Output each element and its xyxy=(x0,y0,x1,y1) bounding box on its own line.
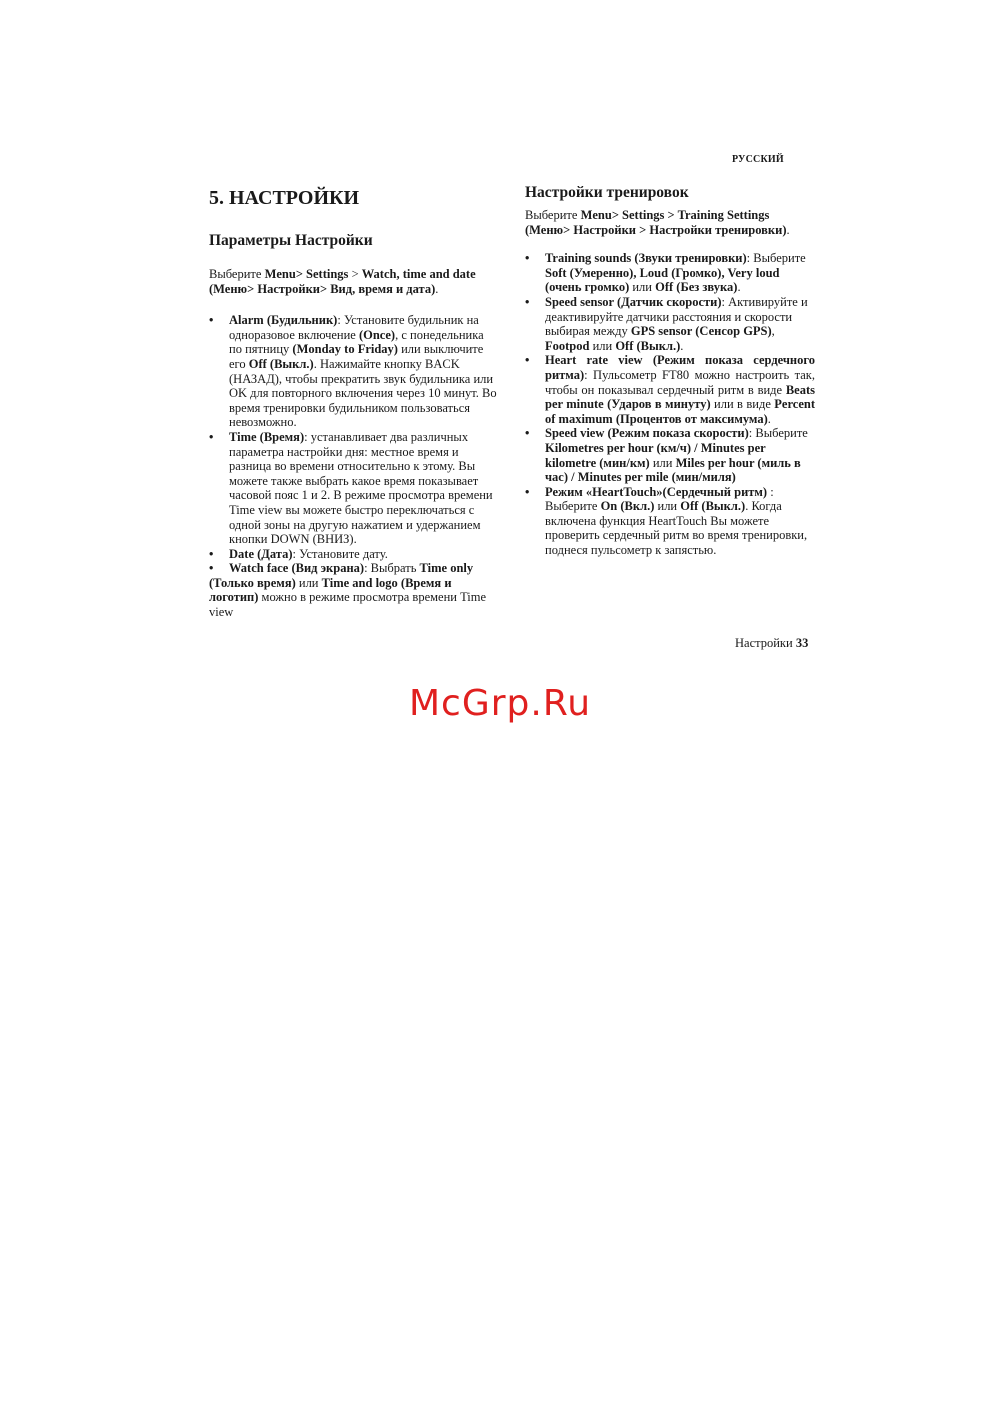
section-title-general: Параметры Настройки xyxy=(209,232,373,249)
list-item-date: • Date (Дата): Установите дату. xyxy=(209,546,388,561)
chapter-title: 5. НАСТРОЙКИ xyxy=(209,187,360,209)
bullet-icon: • xyxy=(209,546,214,561)
general-settings-list xyxy=(209,313,499,619)
section-title-training: Настройки тренировок xyxy=(525,184,689,201)
footer-section-label: Настройки xyxy=(735,636,796,650)
page-number: 33 xyxy=(795,636,809,650)
training-settings-list xyxy=(525,251,815,557)
intro-general: Выберите Menu> Settings > Watch, time and date (Меню> Настройки> Вид, время и дата). xyxy=(209,267,476,296)
intro-training: Выберите Menu> Settings > Training Settings (Меню> Настройки > Настройки тренировки). xyxy=(525,208,790,237)
bullet-icon: • xyxy=(209,429,214,444)
language-label: РУССКИЙ xyxy=(732,154,784,165)
list-item-time: • Time (Время): устанавливает два различных параметра настройки дня: местное время и разница во времени относительно к этому. Вы можете также выбрать какое время показывает часовой пояс 1 и 2. В режиме просмотра времени Time view вы можете быстро переключаться с одной зоны на другую нажатием и удержанием кнопки DOWN (ВНИЗ). xyxy=(209,429,493,547)
bullet-icon: • xyxy=(525,353,530,368)
right-column xyxy=(525,184,815,558)
list-item-hearttouch: • Режим «HeartTouch»(Сердечный ритм) : Выберите On (Вкл.) или Off (Выкл.). Когда включена функция HeartTouch Вы можете проверить сердечный ритм во время тренировки, поднеся пульсометр к запястью. xyxy=(525,484,808,558)
list-item-training-sounds: • Training sounds (Звуки тренировки): Выберите Soft (Умеренно), Loud (Громко), Very loud (очень громко) или Off (Без звука). xyxy=(525,251,806,295)
list-item-heart-rate-view: • Heart rate view (Режим показа сердечного ритма): Пульсометр FT80 можно настроить так, чтобы он показывал сердечный ритм в виде Beats per minute (Ударов в минуту) или в виде Percent of maximum (Процентов от максимума). xyxy=(525,353,815,426)
bullet-icon: • xyxy=(525,426,530,441)
list-item-alarm: • Alarm (Будильник): Установите будильник на одноразовое включение (Once), с понедельника по пятницу (Monday to Friday) или выключите его Off (Выкл.). Нажимайте кнопку BACK (НАЗАД), чтобы прекратить звук будильника или OK для повторного включения через 10 минут. Во время тренировки будильником пользоваться невозможно. xyxy=(209,313,497,430)
list-item-speed-view: • Speed view (Режим показа скорости): Выберите Kilometres per hour (км/ч) / Minutes per kilometre (мин/км) или Miles per hour (миль в час) / Minutes per mile (мин/миля) xyxy=(525,426,808,485)
left-column xyxy=(209,187,499,620)
bullet-icon: • xyxy=(525,294,530,309)
bullet-icon: • xyxy=(209,561,214,576)
list-item-watch-face: • Watch face (Вид экрана): Выбрать Time only (Только время) или Time and logo (Время и логотип) можно в режиме просмотра времени Time view xyxy=(209,561,487,620)
list-item-speed-sensor: • Speed sensor (Датчик скорости): Активируйте и деактивируйте датчики расстояния и скорости выбирая между GPS sensor (Сенсор GPS), Footpod или Off (Выкл.). xyxy=(525,294,808,353)
page-footer xyxy=(735,636,808,651)
bullet-icon: • xyxy=(525,251,530,266)
bullet-icon: • xyxy=(525,484,530,499)
watermark-logo: McGrp.Ru xyxy=(408,683,592,724)
bullet-icon: • xyxy=(209,313,214,328)
